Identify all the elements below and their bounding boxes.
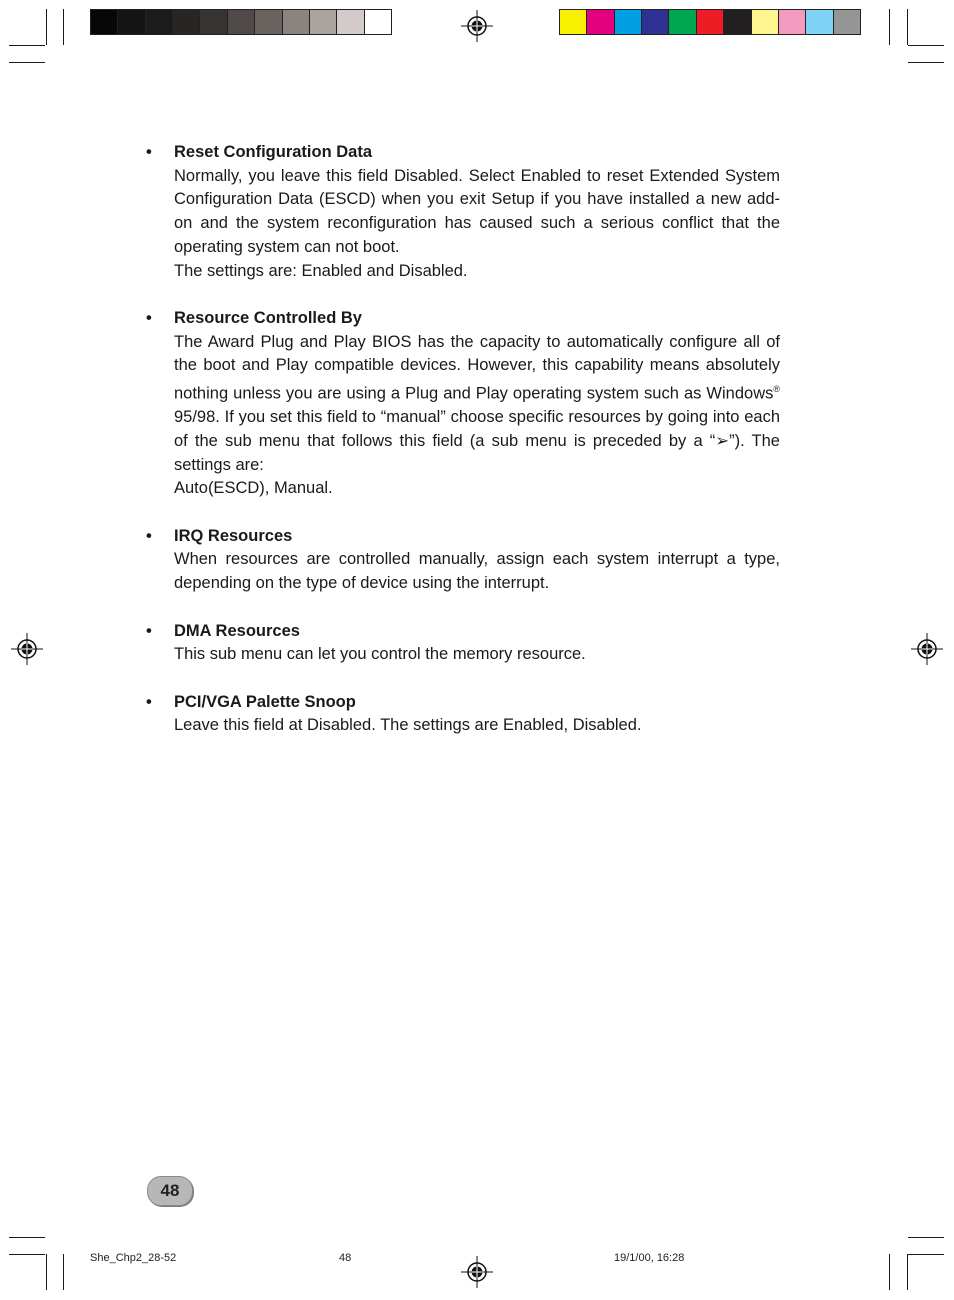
- section-heading: PCI/VGA Palette Snoop: [174, 692, 356, 711]
- color-swatch: [615, 10, 642, 34]
- crop-mark-tl-h2: [9, 62, 45, 63]
- crop-mark-br-h: [908, 1237, 944, 1238]
- crop-mark-bl-h2: [9, 1254, 45, 1255]
- gray-swatch: [365, 10, 391, 34]
- body-paragraph: This sub menu can let you control the memory resource.: [174, 645, 586, 664]
- grayscale-color-bar: [90, 9, 392, 35]
- color-swatch: [752, 10, 779, 34]
- crop-mark-bl-v2: [63, 1254, 64, 1290]
- section-heading: DMA Resources: [174, 621, 300, 640]
- gray-swatch: [173, 10, 200, 34]
- registration-mark-bottom: [461, 1256, 493, 1288]
- crop-mark-bl-h: [9, 1237, 45, 1238]
- page-number-badge: 48: [147, 1176, 193, 1206]
- registration-mark-top: [461, 10, 493, 42]
- section-body: [174, 331, 780, 501]
- crop-mark-tr-v2: [907, 9, 908, 45]
- gray-swatch: [255, 10, 282, 34]
- section-irq-resources: [146, 525, 780, 596]
- section-resource-controlled-by: [146, 307, 780, 501]
- bullet: •: [146, 692, 152, 711]
- crop-mark-tl-h: [9, 45, 45, 46]
- gray-swatch: [228, 10, 255, 34]
- color-swatch: [560, 10, 587, 34]
- slug-file-name: She_Chp2_28-52: [90, 1252, 177, 1264]
- gray-swatch: [310, 10, 337, 34]
- registration-mark-left: [11, 633, 43, 665]
- color-swatch: [724, 10, 751, 34]
- section-body: [174, 714, 780, 738]
- section-heading: Resource Controlled By: [174, 308, 362, 327]
- body-paragraph: The settings are: Enabled and Disabled.: [174, 261, 468, 280]
- gray-swatch: [283, 10, 310, 34]
- crop-mark-br-v2: [907, 1254, 908, 1290]
- section-reset-configuration-data: [146, 141, 780, 283]
- section-heading: Reset Configuration Data: [174, 143, 373, 161]
- gray-swatch: [118, 10, 145, 34]
- gray-swatch: [91, 10, 118, 34]
- registered-mark: ®: [773, 384, 780, 395]
- page-content: [146, 141, 780, 762]
- slug-date-time: 19/1/00, 16:28: [614, 1252, 685, 1264]
- color-swatch: [587, 10, 614, 34]
- paragraph-text-before: The Award Plug and Play BIOS has the capacity to automatically configure all of the boot and Play compatible devices. However, this capability means absolutely nothing unless you are using a Plug and Play operating system such as Windows: [174, 332, 780, 403]
- crop-mark-tr-h: [908, 45, 944, 46]
- process-color-bar: [559, 9, 861, 35]
- bullet: •: [146, 143, 152, 161]
- color-swatch: [834, 10, 860, 34]
- color-swatch: [642, 10, 669, 34]
- section-body: [174, 548, 780, 595]
- section-body: [174, 643, 780, 667]
- body-paragraph: Auto(ESCD), Manual.: [174, 479, 333, 498]
- section-pci-vga-palette-snoop: [146, 691, 780, 738]
- registration-mark-right: [911, 633, 943, 665]
- section-body: [174, 165, 780, 284]
- bullet: •: [146, 308, 152, 327]
- crop-mark-bl-v: [46, 1254, 47, 1290]
- color-swatch: [779, 10, 806, 34]
- crop-mark-tr-h2: [908, 62, 944, 63]
- gray-swatch: [337, 10, 364, 34]
- body-paragraph: [174, 331, 780, 478]
- section-dma-resources: [146, 620, 780, 667]
- color-swatch: [806, 10, 833, 34]
- crop-mark-tl-v2: [63, 9, 64, 45]
- gray-swatch: [200, 10, 227, 34]
- body-paragraph: Normally, you leave this field Disabled. Select Enabled to reset Extended System Configuration Data (ESCD) when you exit Setup if you have installed a new add-on and the system reconfiguration has caused such a serious conflict that the operating system can not boot.: [174, 166, 780, 256]
- crop-mark-br-v: [889, 1254, 890, 1290]
- color-swatch: [669, 10, 696, 34]
- crop-mark-br-h2: [908, 1254, 944, 1255]
- crop-mark-tr-v: [889, 9, 890, 45]
- section-heading: IRQ Resources: [174, 526, 293, 545]
- color-swatch: [697, 10, 724, 34]
- bullet: •: [146, 526, 152, 545]
- bullet: •: [146, 621, 152, 640]
- gray-swatch: [146, 10, 173, 34]
- body-paragraph: When resources are controlled manually, assign each system interrupt a type, depending on the type of device using the interrupt.: [174, 550, 780, 593]
- crop-mark-tl-v: [46, 9, 47, 45]
- body-paragraph: Leave this field at Disabled. The settings are Enabled, Disabled.: [174, 716, 642, 735]
- slug-page-number: 48: [339, 1252, 352, 1264]
- paragraph-text-after: 95/98. If you set this field to “manual” choose specific resources by going into each of the sub menu that follows this field (a sub menu is preceded by a “➢”). The settings are:: [174, 408, 780, 474]
